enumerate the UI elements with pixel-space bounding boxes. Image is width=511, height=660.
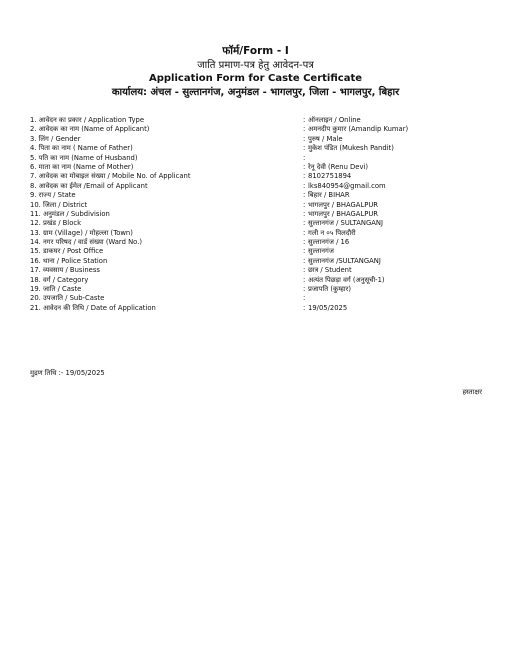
field-label: 17. व्यवसाय / Business <box>30 266 100 275</box>
field-separator: : <box>303 209 306 218</box>
field-row <box>30 201 490 210</box>
field-separator: : <box>303 238 306 247</box>
field-row <box>30 182 490 191</box>
field-label: 9. राज्य / State <box>30 191 76 200</box>
field-label: 21. आवेदन की तिथि / Date of Application <box>30 303 156 312</box>
field-value: lks840954@gmail.com <box>308 181 386 190</box>
field-label: 3. लिंग / Gender <box>30 134 81 143</box>
signature-label: हस्ताक्षर <box>462 388 482 396</box>
field-separator: : <box>303 134 306 143</box>
field-label: 11. अनुमंडल / Subdivision <box>30 209 110 218</box>
field-value: बिहार / BIHAR <box>308 191 350 200</box>
field-value: छात्र / Student <box>308 266 352 275</box>
field-separator: : <box>303 228 306 237</box>
field-value: रेनू देवी (Renu Devi) <box>308 162 369 171</box>
field-label: 13. ग्राम (Village) / मोहल्ला (Town) <box>30 228 133 237</box>
field-separator: : <box>303 285 306 294</box>
field-row <box>30 247 490 256</box>
field-label: 4. पिता का नाम ( Name of Father) <box>30 144 133 153</box>
field-separator: : <box>303 247 306 256</box>
field-value: सुल्तानगंज / SULTANGANJ <box>308 219 384 228</box>
field-separator: : <box>303 181 306 190</box>
field-row <box>30 125 490 134</box>
field-row <box>30 229 490 238</box>
field-value: अत्यंत पिछड़ा वर्ग (अनुसूची-1) <box>308 275 385 284</box>
field-value: सुल्तानगंज /SULTANGANJ <box>308 256 381 265</box>
field-separator: : <box>303 294 306 303</box>
field-separator: : <box>303 125 306 134</box>
field-label: 6. माता का नाम (Name of Mother) <box>30 162 134 171</box>
application-fields <box>30 116 490 313</box>
field-separator: : <box>303 144 306 153</box>
field-row <box>30 116 490 125</box>
field-separator: : <box>303 275 306 284</box>
field-value: ऑनलाइन / Online <box>308 116 361 124</box>
english-title: Application Form for Caste Certificate <box>148 73 363 84</box>
field-label: 8. आवेदक का ईमेल /Email of Applicant <box>30 181 148 190</box>
field-label: 20. उपजाति / Sub-Caste <box>30 294 105 303</box>
hindi-title: जाति प्रमाण-पत्र हेतु आवेदन-पत्र <box>197 59 314 71</box>
field-row <box>30 135 490 144</box>
field-row <box>30 154 490 163</box>
field-value: पुरुष / Male <box>308 134 343 143</box>
field-value: मुकेश पंडित (Mukesh Pandit) <box>308 144 394 153</box>
print-date: मुद्रण तिथि :- 19/05/2025 <box>30 369 105 377</box>
field-separator: : <box>303 256 306 265</box>
field-label: 5. पति का नाम (Name of Husband) <box>30 153 138 162</box>
field-separator: : <box>303 162 306 171</box>
field-row <box>30 257 490 266</box>
field-row <box>30 172 490 181</box>
form-header <box>0 45 511 99</box>
field-value: भागलपुर / BHAGALPUR <box>308 209 379 218</box>
field-label: 19. जाति / Caste <box>30 285 82 294</box>
field-value: 8102751894 <box>308 172 352 181</box>
field-value: सुल्तानगंज / 16 <box>308 238 350 247</box>
field-separator: : <box>303 266 306 275</box>
field-row <box>30 163 490 172</box>
field-row <box>30 210 490 219</box>
field-label: 16. थाना / Police Station <box>30 256 108 265</box>
office-address: कार्यालय: अंचल - सुल्तानगंज, अनुमंडल - भागलपुर, जिला - भागलपुर, बिहार <box>111 86 400 98</box>
field-row <box>30 144 490 153</box>
field-separator: : <box>303 116 306 124</box>
field-row <box>30 304 490 313</box>
field-label: 1. आवेदन का प्रकार / Application Type <box>30 116 145 124</box>
field-value: 19/05/2025 <box>308 303 348 312</box>
field-separator: : <box>303 303 306 312</box>
field-separator: : <box>303 172 306 181</box>
field-row <box>30 191 490 200</box>
field-label: 2. आवेदक का नाम (Name of Applicant) <box>30 125 150 134</box>
field-row <box>30 285 490 294</box>
field-value: भागलपुर / BHAGALPUR <box>308 200 379 209</box>
field-row <box>30 276 490 285</box>
field-label: 14. नगर परिषद / वार्ड संख्या (Ward No.) <box>30 238 143 247</box>
field-separator: : <box>303 200 306 209</box>
field-value: प्रजापति (कुम्हार) <box>308 285 352 294</box>
field-separator: : <box>303 219 306 228</box>
field-row <box>30 294 490 303</box>
field-value: अमनदीप कुमार (Amandip Kumar) <box>308 125 409 134</box>
form-number: फॉर्म/Form - I <box>222 45 289 57</box>
field-label: 15. डाकघर / Post Office <box>30 247 104 256</box>
field-row <box>30 219 490 228</box>
field-label: 7. आवेदक का मोबाइल संख्या / Mobile No. of Applicant <box>30 172 191 181</box>
field-label: 12. प्रखंड / Block <box>30 219 82 228</box>
field-row <box>30 238 490 247</box>
field-separator: : <box>303 191 306 200</box>
field-separator: : <box>303 153 306 162</box>
field-label: 10. जिला / District <box>30 200 88 209</box>
field-label: 18. वर्ग / Category <box>30 275 89 284</box>
field-value: गली न ०५ पिलदौरी <box>308 228 356 237</box>
field-value: सुल्तानगंज <box>308 247 334 256</box>
field-row <box>30 266 490 275</box>
